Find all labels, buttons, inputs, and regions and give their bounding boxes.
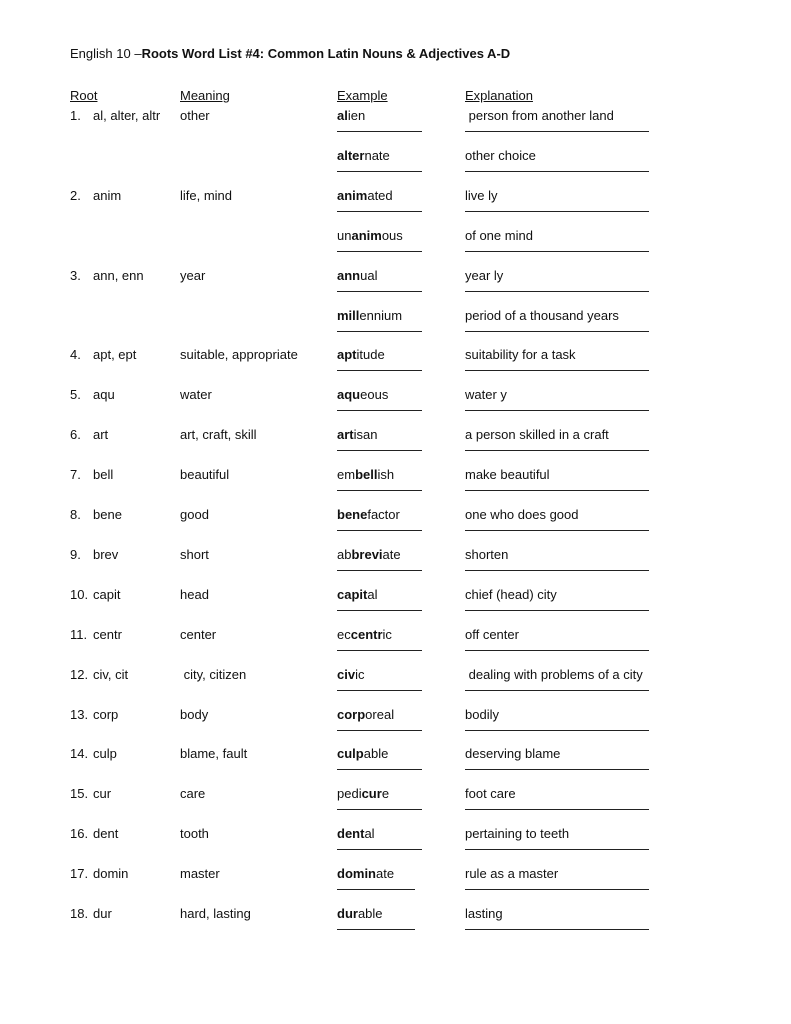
example-cell xyxy=(337,547,401,562)
example-blank-line xyxy=(337,610,422,611)
example-blank-line xyxy=(337,809,422,810)
example-blank-line xyxy=(337,370,422,371)
table-row xyxy=(0,228,791,268)
explanation-cell: suitability for a task xyxy=(465,347,576,363)
table-row xyxy=(0,308,791,348)
example-suffix: e xyxy=(381,786,390,802)
explanation-cell: lasting xyxy=(465,906,503,921)
example-blank-line xyxy=(337,650,422,651)
example-suffix: ic xyxy=(382,626,392,642)
example-root: mill xyxy=(337,307,360,323)
explanation-cell: rule as a master xyxy=(465,866,559,882)
meaning-cell: year xyxy=(180,267,206,283)
table-row xyxy=(0,268,791,308)
example-blank-line xyxy=(337,131,422,132)
example-root: aqu xyxy=(337,387,361,403)
example-suffix: able xyxy=(363,746,389,762)
meaning-cell: body xyxy=(180,706,209,722)
example-cell xyxy=(337,587,377,602)
root-cell: ann, enn xyxy=(93,267,144,283)
example-suffix: itude xyxy=(356,347,385,363)
explanation-blank-line xyxy=(465,211,649,212)
table-row xyxy=(0,188,791,228)
row-number: 18. xyxy=(70,906,89,921)
example-cell xyxy=(337,707,394,722)
example-root: dent xyxy=(337,826,365,842)
root-cell: domin xyxy=(93,866,129,882)
root-cell: aqu xyxy=(93,387,115,403)
title-bold: Roots Word List #4: Common Latin Nouns & Adjectives A-D xyxy=(141,46,511,61)
explanation-blank-line xyxy=(465,331,649,332)
row-number: 7. xyxy=(70,467,81,483)
example-blank-line xyxy=(337,211,422,212)
explanation-blank-line xyxy=(465,849,649,850)
explanation-blank-line xyxy=(465,131,649,132)
explanation-cell: deserving blame xyxy=(465,746,561,762)
example-cell xyxy=(337,188,393,203)
row-number: 1. xyxy=(70,108,81,123)
root-cell: dent xyxy=(93,826,119,842)
row-number: 10. xyxy=(70,586,89,602)
example-prefix: em xyxy=(337,467,356,483)
example-root: corp xyxy=(337,706,366,722)
explanation-cell: a person skilled in a craft xyxy=(465,427,609,443)
example-cell xyxy=(337,906,383,921)
explanation-cell: live ly xyxy=(465,187,498,203)
example-root: alter xyxy=(337,147,365,163)
explanation-cell: period of a thousand years xyxy=(465,307,619,323)
example-cell xyxy=(337,347,385,362)
example-blank-line xyxy=(337,849,422,850)
table-row xyxy=(0,148,791,188)
meaning-cell: care xyxy=(180,786,206,802)
example-blank-line xyxy=(337,331,422,332)
row-number: 5. xyxy=(70,387,81,403)
example-suffix: ated xyxy=(367,187,393,203)
explanation-blank-line xyxy=(465,809,649,810)
example-blank-line xyxy=(337,530,422,531)
row-number: 12. xyxy=(70,666,89,682)
example-cell xyxy=(337,228,403,243)
table-row xyxy=(0,108,791,148)
example-blank-line xyxy=(337,171,422,172)
example-prefix: un xyxy=(337,227,352,243)
header-meaning: Meaning xyxy=(180,88,230,103)
example-suffix: ish xyxy=(377,467,395,483)
meaning-cell: center xyxy=(180,626,217,642)
table-row xyxy=(0,826,791,866)
table-row xyxy=(0,667,791,707)
meaning-cell: master xyxy=(180,866,220,882)
explanation-blank-line xyxy=(465,530,649,531)
example-blank-line xyxy=(337,450,422,451)
example-root: apt xyxy=(337,347,357,363)
example-blank-line xyxy=(337,570,422,571)
example-cell xyxy=(337,826,375,841)
meaning-cell: life, mind xyxy=(180,187,233,203)
example-suffix: factor xyxy=(367,507,400,522)
explanation-cell: foot care xyxy=(465,786,516,802)
explanation-blank-line xyxy=(465,769,649,770)
example-root: art xyxy=(337,427,354,443)
root-cell: corp xyxy=(93,706,119,722)
explanation-cell: other choice xyxy=(465,147,536,163)
meaning-cell: good xyxy=(180,507,209,522)
example-prefix: ab xyxy=(337,546,352,562)
example-suffix: al xyxy=(367,586,378,602)
root-cell: brev xyxy=(93,546,119,562)
example-cell xyxy=(337,268,377,283)
example-cell xyxy=(337,667,364,682)
table-row xyxy=(0,906,791,946)
row-number: 14. xyxy=(70,746,89,762)
table-row xyxy=(0,347,791,387)
explanation-blank-line xyxy=(465,690,649,691)
row-number: 13. xyxy=(70,706,89,722)
explanation-blank-line xyxy=(465,291,649,292)
table-row xyxy=(0,587,791,627)
root-cell: art xyxy=(93,427,109,443)
example-suffix: eous xyxy=(360,387,389,403)
meaning-cell: suitable, appropriate xyxy=(180,347,298,363)
example-blank-line xyxy=(337,769,422,770)
example-cell xyxy=(337,507,400,522)
example-blank-line xyxy=(337,889,415,890)
example-suffix: ate xyxy=(382,546,401,562)
row-number: 3. xyxy=(70,267,81,283)
example-root: ann xyxy=(337,267,361,283)
example-prefix: pedi xyxy=(337,786,362,802)
example-root: culp xyxy=(337,746,364,762)
example-cell xyxy=(337,746,388,761)
example-root: dur xyxy=(337,906,358,921)
example-root: civ xyxy=(337,666,356,682)
row-number: 9. xyxy=(70,546,81,562)
explanation-blank-line xyxy=(465,570,649,571)
example-suffix: isan xyxy=(353,427,378,443)
example-suffix: nate xyxy=(364,147,390,163)
example-root: al xyxy=(337,108,348,123)
meaning-cell: art, craft, skill xyxy=(180,427,257,443)
header-explanation: Explanation xyxy=(465,88,533,103)
example-blank-line xyxy=(337,410,422,411)
example-suffix: al xyxy=(364,826,375,842)
example-root: capit xyxy=(337,586,368,602)
example-blank-line xyxy=(337,730,422,731)
example-cell xyxy=(337,786,389,801)
table-row xyxy=(0,427,791,467)
example-blank-line xyxy=(337,251,422,252)
example-root: bell xyxy=(355,467,378,483)
example-suffix: oreal xyxy=(365,706,395,722)
explanation-cell: pertaining to teeth xyxy=(465,826,570,842)
root-cell: al, alter, altr xyxy=(93,108,161,123)
example-suffix: ic xyxy=(355,666,365,682)
meaning-cell: blame, fault xyxy=(180,746,248,762)
table-row xyxy=(0,387,791,427)
root-cell: culp xyxy=(93,746,117,762)
explanation-cell: off center xyxy=(465,626,519,642)
example-root: brevi xyxy=(351,546,383,562)
explanation-blank-line xyxy=(465,251,649,252)
example-root: cur xyxy=(361,786,382,802)
explanation-cell: dealing with problems of a city xyxy=(465,666,643,682)
example-suffix: ennium xyxy=(359,307,403,323)
row-number: 8. xyxy=(70,507,81,522)
page-title xyxy=(70,46,510,61)
row-number: 6. xyxy=(70,427,81,443)
root-cell: bene xyxy=(93,507,122,522)
root-cell: centr xyxy=(93,626,122,642)
header-example: Example xyxy=(337,88,388,103)
example-cell xyxy=(337,467,394,482)
explanation-cell: of one mind xyxy=(465,227,533,243)
row-number: 16. xyxy=(70,826,89,842)
header-root: Root xyxy=(70,88,98,103)
explanation-blank-line xyxy=(465,410,649,411)
example-suffix: ien xyxy=(347,108,366,123)
root-cell: anim xyxy=(93,187,122,203)
table-row xyxy=(0,746,791,786)
example-cell xyxy=(337,627,392,642)
explanation-cell: water y xyxy=(465,387,507,403)
example-root: bene xyxy=(337,507,368,522)
example-blank-line xyxy=(337,490,422,491)
row-number: 2. xyxy=(70,187,81,203)
example-suffix: ate xyxy=(376,866,395,882)
example-root: anim xyxy=(337,187,368,203)
explanation-blank-line xyxy=(465,889,649,890)
meaning-cell: hard, lasting xyxy=(180,906,251,921)
explanation-cell: bodily xyxy=(465,706,499,722)
root-cell: capit xyxy=(93,586,121,602)
meaning-cell: water xyxy=(180,387,212,403)
example-root: centr xyxy=(350,626,383,642)
example-cell xyxy=(337,866,394,881)
table-row xyxy=(0,467,791,507)
explanation-blank-line xyxy=(465,929,649,930)
explanation-cell: shorten xyxy=(465,546,509,562)
root-cell: apt, ept xyxy=(93,347,137,363)
root-cell: civ, cit xyxy=(93,666,129,682)
explanation-cell: chief (head) city xyxy=(465,586,557,602)
row-number: 17. xyxy=(70,866,89,882)
meaning-cell: other xyxy=(180,108,210,123)
example-cell xyxy=(337,148,390,163)
row-number: 15. xyxy=(70,786,89,802)
meaning-cell: city, citizen xyxy=(180,666,247,682)
meaning-cell: short xyxy=(180,546,209,562)
table-row xyxy=(0,627,791,667)
example-suffix: ual xyxy=(360,267,378,283)
example-suffix: ous xyxy=(381,227,403,243)
explanation-cell: year ly xyxy=(465,267,504,283)
meaning-cell: tooth xyxy=(180,826,209,842)
explanation-blank-line xyxy=(465,610,649,611)
root-cell: cur xyxy=(93,786,112,802)
table-row xyxy=(0,547,791,587)
example-cell xyxy=(337,427,377,442)
table-row xyxy=(0,507,791,547)
explanation-blank-line xyxy=(465,171,649,172)
example-blank-line xyxy=(337,690,422,691)
example-blank-line xyxy=(337,291,422,292)
explanation-blank-line xyxy=(465,650,649,651)
example-root: anim xyxy=(351,227,382,243)
explanation-cell: make beautiful xyxy=(465,467,550,483)
example-cell xyxy=(337,108,365,123)
explanation-blank-line xyxy=(465,730,649,731)
meaning-cell: beautiful xyxy=(180,467,230,483)
meaning-cell: head xyxy=(180,586,209,602)
row-number: 4. xyxy=(70,347,81,363)
root-cell: dur xyxy=(93,906,112,921)
example-cell xyxy=(337,387,388,402)
table-row xyxy=(0,866,791,906)
explanation-blank-line xyxy=(465,490,649,491)
table-row xyxy=(0,707,791,747)
example-prefix: ec xyxy=(337,626,351,642)
root-cell: bell xyxy=(93,467,114,483)
explanation-blank-line xyxy=(465,450,649,451)
example-blank-line xyxy=(337,929,415,930)
example-cell xyxy=(337,308,402,323)
row-number: 11. xyxy=(70,626,88,642)
example-root: domin xyxy=(337,866,376,882)
title-prefix: English 10 – xyxy=(70,46,142,61)
explanation-cell: one who does good xyxy=(465,507,579,522)
explanation-blank-line xyxy=(465,370,649,371)
explanation-cell: person from another land xyxy=(465,108,614,123)
table-row xyxy=(0,786,791,826)
example-suffix: able xyxy=(357,906,383,921)
